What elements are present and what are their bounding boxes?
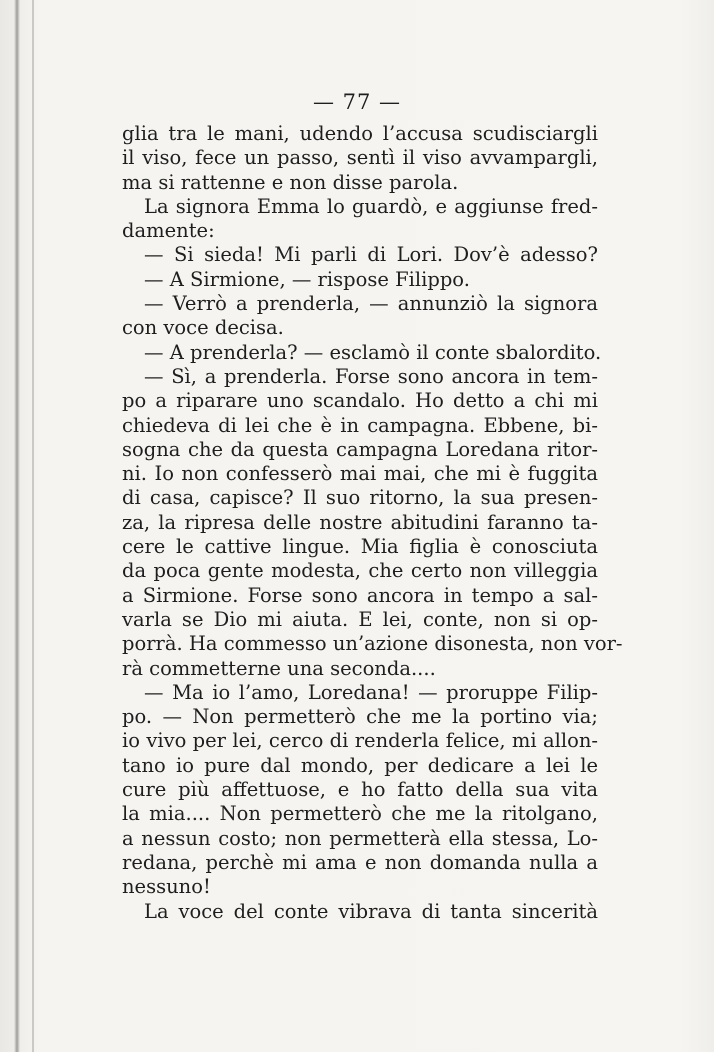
text-line: nessuno! (122, 875, 211, 899)
text-line: tano io pure dal mondo, per dedicare a lei le (122, 753, 598, 777)
text-line: varla se Dio mi aiuta. E lei, conte, non si op- (122, 607, 598, 631)
text-line: La signora Emma lo guardò, e aggiunse fred- (144, 194, 598, 218)
text-line: — Verrò a prenderla, — annunziò la signora (144, 292, 598, 316)
text-line: — A prenderla? — esclamò il conte sbalordito. (144, 340, 602, 364)
text-line: porrà. Ha commesso un’azione disonesta, non vor- (122, 632, 623, 656)
text-line: po a riparare uno scandalo. Ho detto a chi mi (122, 389, 598, 413)
text-line: da poca gente modesta, che certo non villeggia (122, 559, 598, 583)
text-line: cure più affettuose, e ho fatto della sua vita (122, 778, 598, 802)
text-line: chiedeva di lei che è in campagna. Ebbene, bi- (122, 413, 598, 437)
text-line: a nessun costo; non permetterà ella stessa, Lo- (122, 826, 598, 850)
text-line: cere le cattive lingue. Mia figlia è conosciuta (122, 535, 598, 559)
text-line: La voce del conte vibrava di tanta sincerità (144, 899, 598, 923)
page-binding-edge (32, 0, 34, 1052)
text-line: sogna che da questa campagna Loredana ritor- (122, 437, 598, 461)
page-number: — 77 — (312, 90, 402, 114)
text-line: — Sì, a prenderla. Forse sono ancora in tem- (144, 364, 598, 388)
text-line: rà commetterne una seconda.... (122, 656, 436, 680)
body-text (122, 122, 623, 924)
text-line: la mia.... Non permetterò che me la ritolgano, (122, 802, 598, 826)
text-line: — Ma io l’amo, Loredana! — proruppe Filip- (144, 680, 598, 704)
text-line: con voce decisa. (122, 316, 284, 340)
text-line: il viso, fece un passo, sentì il viso avvampargli, (122, 146, 598, 170)
text-line: ni. Io non confesserò mai mai, che mi è fuggita (122, 462, 598, 486)
page-binding-shadow (14, 0, 20, 1052)
text-line: glia tra le mani, udendo l’accusa scudisciargli (122, 122, 598, 145)
text-line: damente: (122, 219, 215, 243)
text-line: po. — Non permetterò che me la portino via; (122, 705, 598, 729)
text-line: — A Sirmione, — rispose Filippo. (144, 267, 470, 291)
text-line: za, la ripresa delle nostre abitudini faranno ta- (122, 510, 598, 534)
text-line: ma si rattenne e non disse parola. (122, 170, 459, 194)
text-line: io vivo per lei, cerco di renderla felice, mi allon- (122, 729, 598, 753)
text-line: redana, perchè mi ama e non domanda nulla a (122, 850, 598, 874)
text-line: — Si sieda! Mi parli di Lori. Dov’è adesso? (144, 243, 598, 267)
text-line: a Sirmione. Forse sono ancora in tempo a sal- (122, 583, 598, 607)
text-line: di casa, capisce? Il suo ritorno, la sua presen- (122, 486, 598, 510)
